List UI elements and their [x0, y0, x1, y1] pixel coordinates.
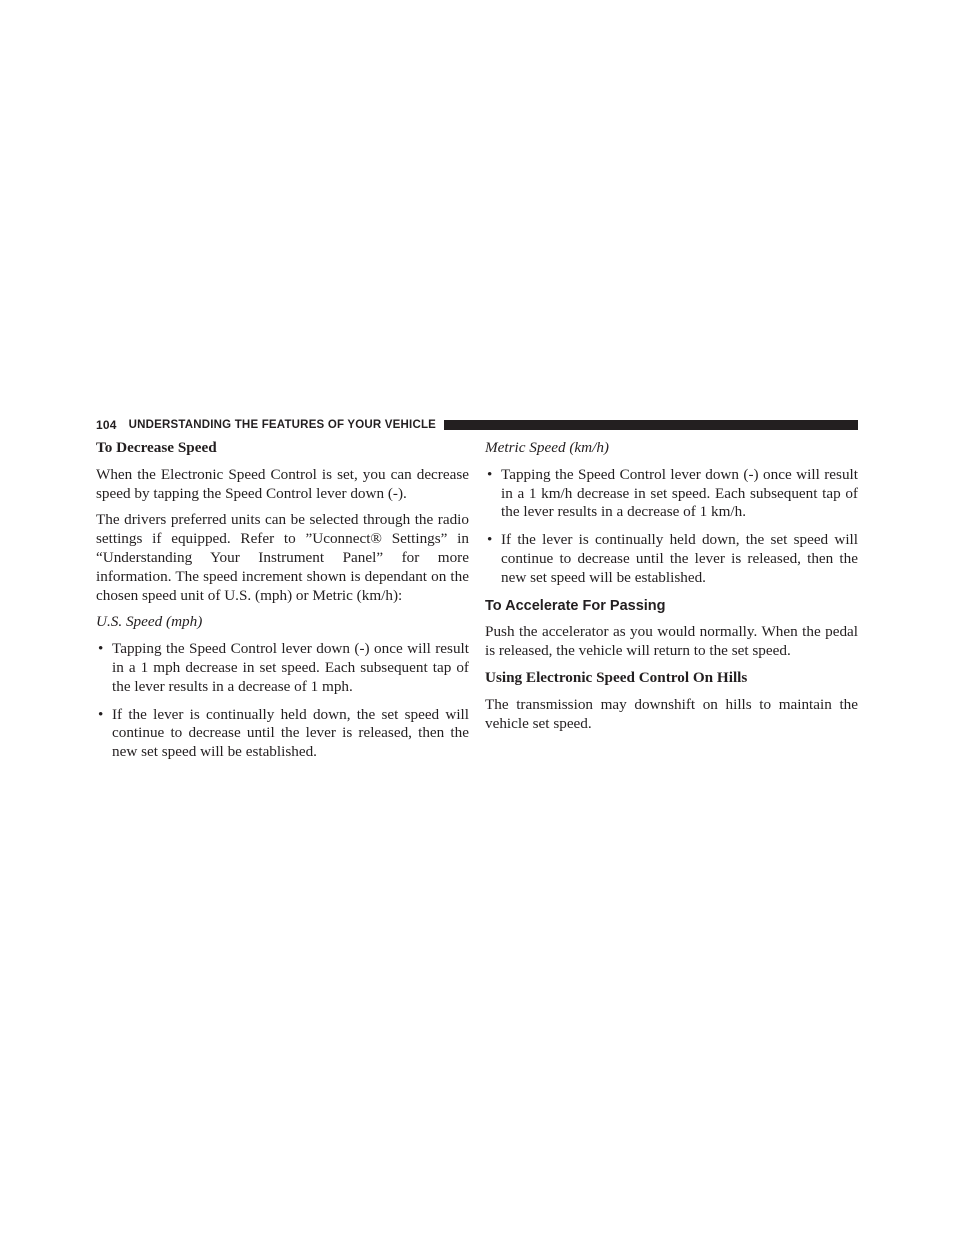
header-rule — [444, 420, 858, 430]
decrease-speed-paragraph-1: When the Electronic Speed Control is set, you can decrease speed by tapping the Speed Control lever down (-). — [96, 465, 469, 502]
bullet-icon: • — [487, 465, 493, 483]
us-speed-heading: U.S. Speed (mph) — [96, 613, 203, 631]
section-title: UNDERSTANDING THE FEATURES OF YOUR VEHICLE — [128, 419, 437, 431]
list-item — [96, 640, 469, 696]
metric-speed-list — [485, 466, 858, 588]
left-column — [96, 437, 469, 771]
metric-speed-heading: Metric Speed (km/h) — [485, 439, 609, 456]
list-item-text: Tapping the Speed Control lever down (-) once will result in a 1 mph decrease in set speed. Each subsequent tap of the lever results in a decrease of 1 mph. — [112, 640, 469, 695]
bullet-icon: • — [487, 531, 493, 549]
bullet-icon: • — [98, 640, 104, 658]
list-item-text: If the lever is continually held down, the set speed will continue to decrease until the lever is released, then the new set speed will be established. — [112, 705, 469, 761]
decrease-speed-heading: To Decrease Speed — [96, 439, 217, 456]
list-item — [485, 466, 858, 522]
decrease-speed-paragraph-2: The drivers preferred units can be selected through the radio settings if equipped. Refer to ”Uconnect® Settings” in “Understanding Your Instrument Panel” for more information. The speed increment shown is dependant on the chosen speed unit of U.S. (mph) or Metric (km/h): — [96, 511, 469, 604]
right-column — [485, 437, 858, 741]
accelerate-paragraph: Push the accelerator as you would normally. When the pedal is released, the vehicle will return to the set speed. — [485, 623, 858, 660]
hills-heading: Using Electronic Speed Control On Hills — [485, 668, 748, 686]
list-item — [96, 706, 469, 762]
us-speed-list — [96, 640, 469, 762]
page-header — [96, 417, 858, 433]
list-item-text: Tapping the Speed Control lever down (-) once will result in a 1 km/h decrease in set speed. Each subsequent tap of the lever results in a decrease of 1 km/h. — [501, 465, 858, 521]
bullet-icon: • — [98, 705, 104, 723]
page-number: 104 — [96, 418, 117, 432]
list-item — [485, 531, 858, 587]
hills-paragraph: The transmission may downshift on hills to maintain the vehicle set speed. — [485, 695, 858, 732]
accelerate-heading: To Accelerate For Passing — [485, 597, 666, 614]
list-item-text: If the lever is continually held down, the set speed will continue to decrease until the lever is released, then the new set speed will be established. — [501, 531, 858, 586]
